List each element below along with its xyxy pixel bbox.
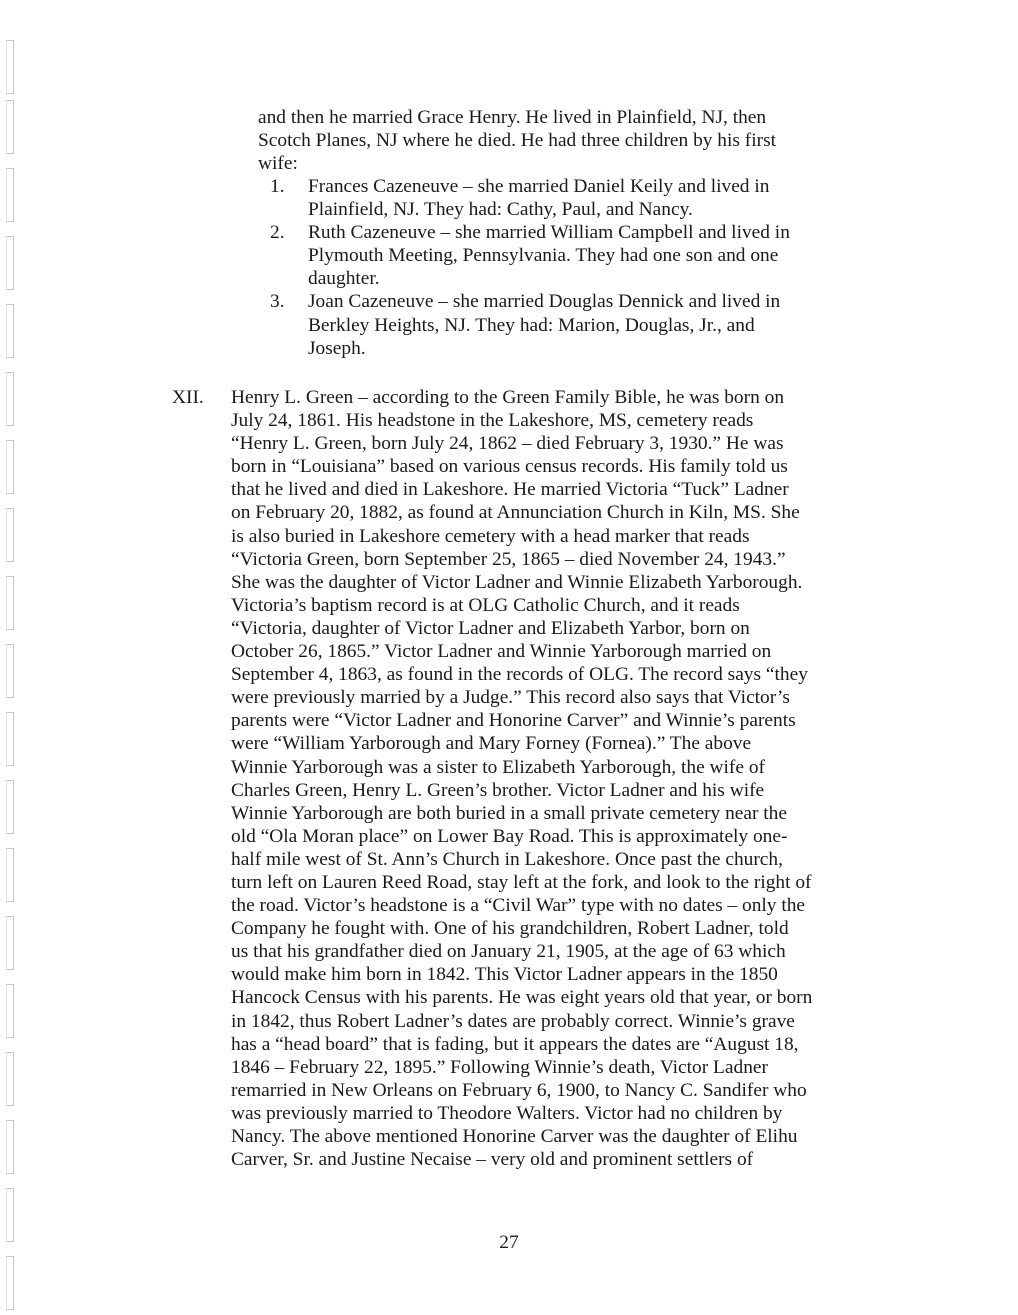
text-line: Hancock Census with his parents. He was eight years old that year, or born [231,987,813,1009]
text-line: Carver, Sr. and Justine Necaise – very old and prominent settlers of [231,1149,754,1171]
text-line: Ruth Cazeneuve – she married William Campbell and lived in [308,222,790,244]
text-line: is also buried in Lakeshore cemetery with a head marker that reads [231,525,750,547]
text-line: Nancy. The above mentioned Honorine Carver was the daughter of Elihu [231,1126,798,1147]
text-line: and then he married Grace Henry. He lived in Plainfield, NJ, then [258,107,767,128]
text-line: parents were “Victor Ladner and Honorine Carver” and Winnie’s parents [231,710,796,732]
text-line: were previously married by a Judge.” This record also says that Victor’s [231,687,790,709]
text-line: October 26, 1865.” Victor Ladner and Winnie Yarborough married on [231,641,772,663]
text-line: Frances Cazeneuve – she married Daniel Keily and lived in [308,176,770,197]
text-line: Henry L. Green – according to the Green Family Bible, he was born on [231,387,785,408]
text-line: She was the daughter of Victor Ladner and Winnie Elizabeth Yarborough. [231,571,803,593]
text-line: Victoria’s baptism record is at OLG Catholic Church, and it reads [231,594,740,616]
text-line: “Victoria, daughter of Victor Ladner and Elizabeth Yarbor, born on [231,617,750,639]
text-line: turn left on Lauren Reed Road, stay left at the fork, and look to the right of [231,871,812,893]
text-line: Winnie Yarborough was a sister to Elizabeth Yarborough, the wife of [231,756,765,778]
binder-hole [6,1256,14,1310]
binder-hole [6,236,14,290]
page-number: 27 [499,1232,519,1253]
binder-hole [6,440,14,494]
text-line: Joan Cazeneuve – she married Douglas Dennick and lived in [308,291,781,313]
binder-hole [6,712,14,766]
text-line: on February 20, 1882, as found at Annunciation Church in Kiln, MS. She [231,502,800,524]
text-line: “Henry L. Green, born July 24, 1862 – died February 3, 1930.” He was [231,433,784,455]
binder-hole [6,100,14,154]
text-line: would make him born in 1842. This Victor Ladner appears in the 1850 [231,964,778,986]
text-line: has a “head board” that is fading, but it appears the dates are “August 18, [231,1033,799,1055]
binder-hole [6,780,14,834]
list-item [270,221,870,290]
text-line: Company he fought with. One of his grandchildren, Robert Ladner, told [231,918,789,940]
list-item-number: 1. [270,176,285,197]
list-item-number: 2. [270,222,285,244]
binder-hole [6,984,14,1038]
binder-hole [6,304,14,358]
text-line: September 4, 1863, as found in the records of OLG. The record says “they [231,664,808,686]
text-line: was previously married to Theodore Walters. Victor had no children by [231,1102,783,1124]
text-line: July 24, 1861. His headstone in the Lakeshore, MS, cemetery reads [231,410,754,432]
binder-hole [6,508,14,562]
children-list [270,175,870,360]
binder-hole [6,576,14,630]
binder-hole-strip [6,0,20,1315]
text-line: Plymouth Meeting, Pennsylvania. They had one son and one [308,245,779,267]
list-item [270,290,870,359]
binder-hole [6,644,14,698]
intro-paragraph [258,106,858,175]
text-line: Scotch Planes, NJ where he died. He had three children by his first [258,130,777,152]
text-line: old “Ola Moran place” on Lower Bay Road. This is approximately one- [231,825,788,847]
text-line: wife: [258,153,298,175]
binder-hole [6,40,14,94]
text-line: Plainfield, NJ. They had: Cathy, Paul, and Nancy. [308,199,693,221]
list-item-number: 3. [270,291,285,313]
binder-hole [6,372,14,426]
binder-hole [6,168,14,222]
binder-hole [6,848,14,902]
section-paragraph [231,386,871,1171]
text-line: remarried in New Orleans on February 6, 1900, to Nancy C. Sandifer who [231,1079,807,1101]
text-line: Berkley Heights, NJ. They had: Marion, Douglas, Jr., and [308,314,755,336]
text-line: Charles Green, Henry L. Green’s brother. Victor Ladner and his wife [231,779,765,801]
text-line: that he lived and died in Lakeshore. He married Victoria “Tuck” Ladner [231,479,789,501]
text-line: in 1842, thus Robert Ladner’s dates are probably correct. Winnie’s grave [231,1010,795,1032]
text-line: us that his grandfather died on January 21, 1905, at the age of 63 which [231,941,786,963]
text-line: the road. Victor’s headstone is a “Civil War” type with no dates – only the [231,895,806,917]
text-line: half mile west of St. Ann’s Church in Lakeshore. Once past the church, [231,848,783,870]
list-item [270,175,870,221]
text-line: daughter. [308,268,380,290]
text-line: “Victoria Green, born September 25, 1865 – died November 24, 1943.” [231,548,786,570]
text-line: 1846 – February 22, 1895.” Following Winnie’s death, Victor Ladner [231,1056,768,1078]
text-line: Winnie Yarborough are both buried in a small private cemetery near the [231,802,787,824]
binder-hole [6,1052,14,1106]
section-number: XII. [172,387,204,408]
text-line: were “William Yarborough and Mary Forney (Fornea).” The above [231,733,752,755]
binder-hole [6,1120,14,1174]
binder-hole [6,916,14,970]
text-line: born in “Louisiana” based on various census records. His family told us [231,456,788,478]
text-line: Joseph. [308,337,366,359]
